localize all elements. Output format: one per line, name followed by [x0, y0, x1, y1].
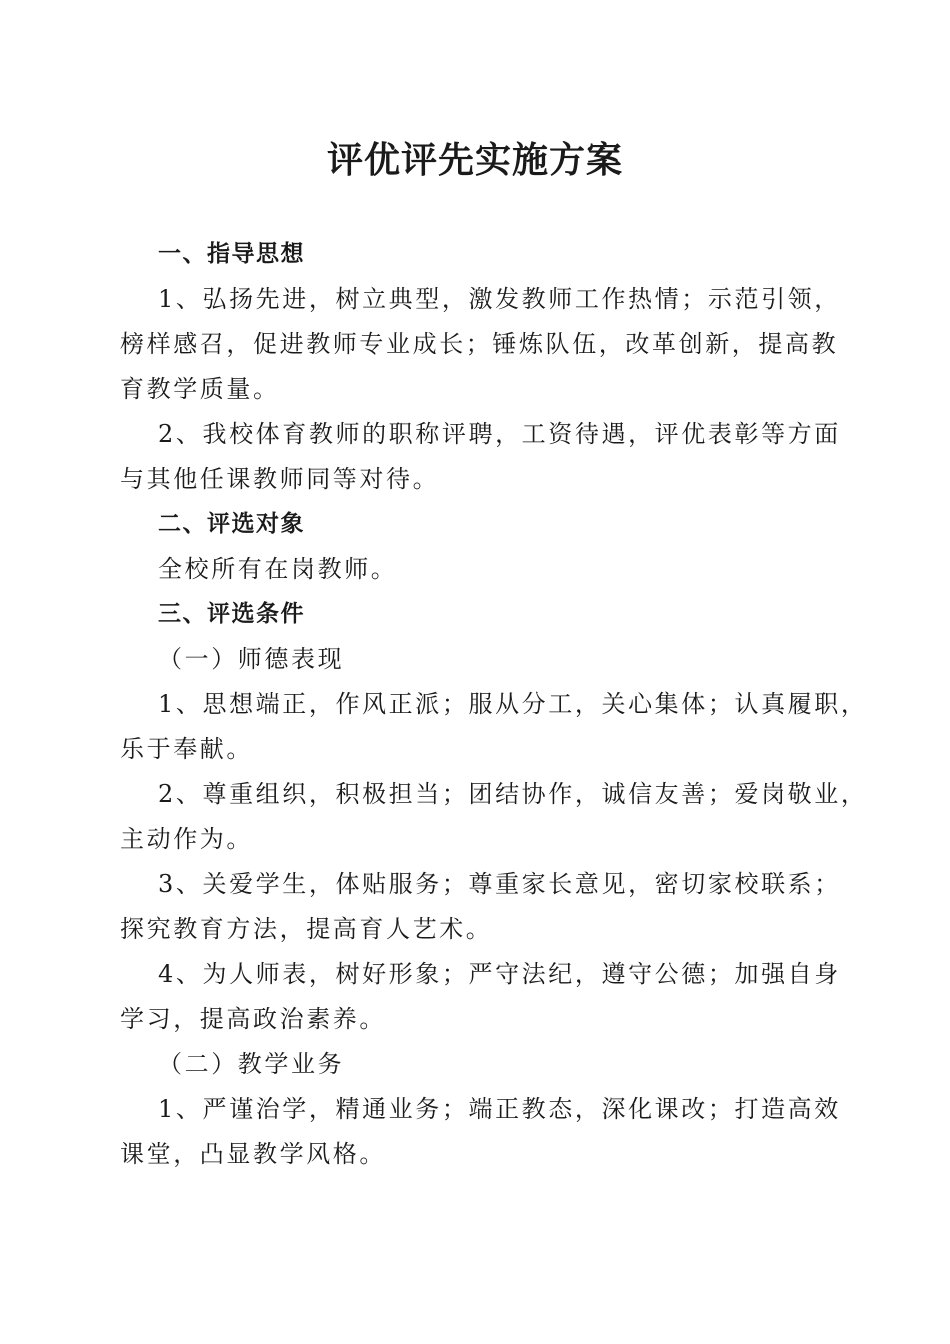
paragraph-line: 1、严谨治学，精通业务；端正教态，深化课改；打造高效: [158, 1095, 841, 1123]
subsection-heading-teaching: （二）教学业务: [158, 1050, 345, 1078]
document-title: 评优评先实施方案: [326, 139, 623, 181]
section-heading-selection-conditions: 三、评选条件: [158, 601, 305, 627]
paragraph-line: 育教学质量。: [120, 375, 280, 403]
document-body: [120, 232, 868, 1177]
paragraph-line: 2、尊重组织，积极担当；团结协作，诚信友善；爱岗敬业，: [158, 780, 868, 808]
section-heading-selection-targets: 二、评选对象: [158, 511, 305, 537]
paragraph-line: 与其他任课教师同等对待。: [120, 465, 440, 493]
paragraph-line: 榜样感召，促进教师专业成长；锤炼队伍，改革创新，提高教: [120, 330, 839, 358]
section-heading-guiding-ideology: 一、指导思想: [158, 241, 305, 267]
paragraph-line: 乐于奉献。: [120, 735, 253, 763]
paragraph-line: 1、弘扬先进，树立典型，激发教师工作热情；示范引领，: [158, 285, 841, 313]
paragraph-line: 全校所有在岗教师。: [158, 555, 398, 583]
paragraph-line: 1、思想端正，作风正派；服从分工，关心集体；认真履职，: [158, 690, 868, 718]
subsection-heading-ethics: （一）师德表现: [158, 645, 345, 673]
paragraph-line: 探究教育方法，提高育人艺术。: [120, 915, 493, 943]
paragraph-line: 学习，提高政治素养。: [120, 1005, 386, 1033]
paragraph-line: 3、关爱学生，体贴服务；尊重家长意见，密切家校联系；: [158, 870, 841, 898]
paragraph-line: 主动作为。: [120, 825, 253, 853]
paragraph-line: 课堂，凸显教学风格。: [120, 1140, 386, 1168]
paragraph-line: 2、我校体育教师的职称评聘，工资待遇，评优表彰等方面: [158, 420, 841, 448]
paragraph-line: 4、为人师表，树好形象；严守法纪，遵守公德；加强自身: [158, 960, 841, 988]
